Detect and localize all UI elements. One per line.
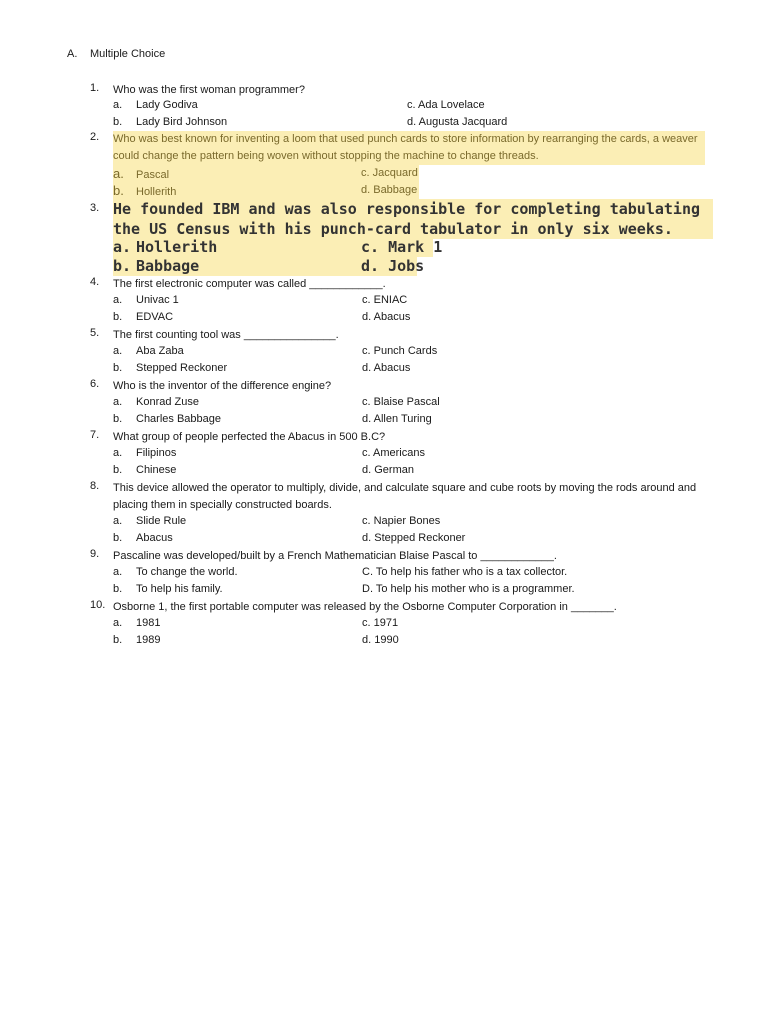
option-a: a. Slide Rule xyxy=(113,515,187,527)
option-d: d. Allen Turing xyxy=(362,413,432,425)
option-c: C. To help his father who is a tax collector. xyxy=(362,566,568,578)
option-a: a. Konrad Zuse xyxy=(113,396,199,408)
question-text: Who is the inventor of the difference engine? xyxy=(113,380,332,392)
option-b: b. Lady Bird Johnson xyxy=(113,116,228,128)
option-a: a. Hollerith xyxy=(113,238,361,257)
option-d: d. Jobs xyxy=(361,257,425,275)
question-number: 8. xyxy=(90,480,100,492)
option-b: b. Hollerith xyxy=(113,182,361,201)
question-text: Osborne 1, the first portable computer was released by the Osborne Computer Corporation in _______. xyxy=(113,601,617,613)
question-number: 1. xyxy=(90,82,100,94)
question-text: The first counting tool was _______________. xyxy=(113,329,339,341)
question-number: 9. xyxy=(90,548,100,560)
question-text: He founded IBM and was also responsible for completing tabulating the US Census with his punch-card tabulator in only six weeks. xyxy=(113,199,713,239)
question-number: 5. xyxy=(90,327,100,339)
option-a: a. Filipinos xyxy=(113,447,177,459)
option-b: b. To help his family. xyxy=(113,583,223,595)
option-d: d. Augusta Jacquard xyxy=(407,116,508,128)
option-a: a. 1981 xyxy=(113,617,161,629)
option-c: c. 1971 xyxy=(362,617,399,629)
option-b: b. EDVAC xyxy=(113,311,174,323)
option-d: d. Babbage xyxy=(361,182,419,199)
option-d: d. Abacus xyxy=(362,311,411,323)
question-number: 10. xyxy=(90,599,106,611)
option-b: b. Babbage xyxy=(113,257,361,276)
question-number: 3. xyxy=(90,202,100,214)
option-d: d. Stepped Reckoner xyxy=(362,532,466,544)
option-b: b. Chinese xyxy=(113,464,177,476)
question-text: This device allowed the operator to multiply, divide, and calculate square and cube roots by moving the rods around and placing them in specially constructed boards. xyxy=(113,482,697,511)
question-text: What group of people perfected the Abacus in 500 B.C? xyxy=(113,431,386,443)
option-c: c. Blaise Pascal xyxy=(362,396,440,408)
question-number: 6. xyxy=(90,378,100,390)
option-c: c. Americans xyxy=(362,447,425,459)
question-number: 7. xyxy=(90,429,100,441)
option-a: a. To change the world. xyxy=(113,566,238,578)
option-b: b. Charles Babbage xyxy=(113,413,222,425)
question-text: The first electronic computer was called ____________. xyxy=(113,278,386,290)
question-text: Pascaline was developed/built by a French Mathematician Blaise Pascal to ____________. xyxy=(113,550,557,562)
option-a: a. Pascal xyxy=(113,165,361,184)
section-title: Multiple Choice xyxy=(90,48,166,60)
question-text: Who was best known for inventing a loom that used punch cards to store information by rearranging the cards, a weaver could change the pattern being woven without stopping the machine to change threads. xyxy=(113,131,705,165)
option-c: c. ENIAC xyxy=(362,294,408,306)
option-b: b. 1989 xyxy=(113,634,161,646)
section-letter: A. xyxy=(67,48,78,60)
question-text: Who was the first woman programmer? xyxy=(113,84,305,96)
option-d: D. To help his mother who is a programmer. xyxy=(362,583,575,595)
option-a: a. Univac 1 xyxy=(113,294,179,306)
question-number: 4. xyxy=(90,276,100,288)
option-d: d. German xyxy=(362,464,414,476)
option-c: c. Napier Bones xyxy=(362,515,441,527)
option-b: b. Abacus xyxy=(113,532,173,544)
option-d: d. Abacus xyxy=(362,362,411,374)
option-c: c. Mark 1 xyxy=(361,238,443,256)
option-c: c. Punch Cards xyxy=(362,345,438,357)
option-a: a. Lady Godiva xyxy=(113,99,198,111)
option-a: a. Aba Zaba xyxy=(113,345,184,357)
option-d: d. 1990 xyxy=(362,634,399,646)
option-c: c. Jacquard xyxy=(361,165,419,182)
question-number: 2. xyxy=(90,131,100,143)
option-c: c. Ada Lovelace xyxy=(407,99,485,111)
option-b: b. Stepped Reckoner xyxy=(113,362,228,374)
